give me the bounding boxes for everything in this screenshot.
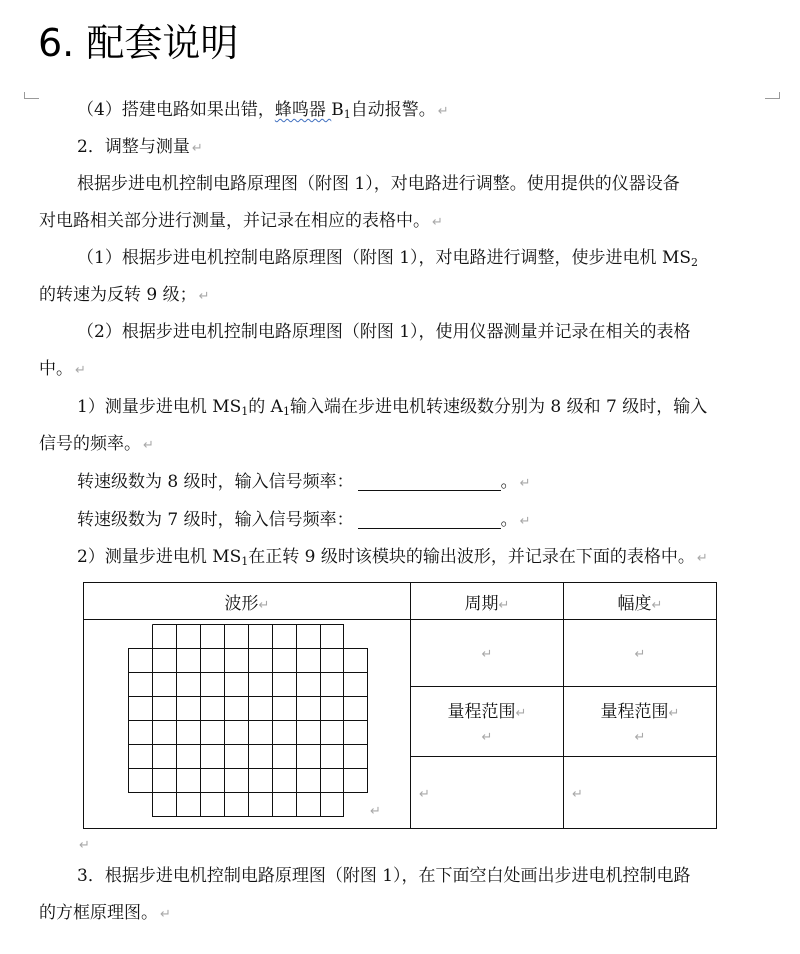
paragraph-alarm: [77, 98, 449, 124]
buzzer-text: 蜂鸣器: [274, 100, 332, 120]
paragraph-mark-icon: ↵: [191, 141, 203, 156]
frequency-8-label: 转速级数为 8 级时，输入信号频率：: [77, 472, 354, 492]
frequency-7-end: 。: [500, 510, 518, 530]
cell-mark-icon: ↵: [515, 706, 527, 721]
measure1-text-2: 信号的频率。: [39, 434, 141, 454]
buzzer-symbol: B: [331, 100, 344, 120]
header-waveform: [84, 583, 411, 620]
paragraph-measure1-line2: [39, 432, 154, 458]
block-diagram-text-2: 的方框原理图。: [39, 903, 158, 923]
cell-mark-icon: ↵: [634, 730, 646, 745]
heading-text: 2．调整与测量: [77, 137, 190, 157]
paragraph-mark-icon: ↵: [432, 215, 443, 230]
header-amplitude-text: 幅度: [617, 593, 652, 614]
measure1-sub1: 1: [241, 405, 249, 418]
paragraph-mark-icon: ↵: [143, 438, 154, 453]
task1-text-2: 的转速为反转 9 级；: [39, 285, 197, 305]
oscilloscope-grid: [84, 620, 410, 828]
waveform-table: [83, 582, 717, 829]
paragraph-mark-icon: ↵: [696, 551, 708, 566]
paragraph-intro-line2: [39, 209, 443, 235]
header-amplitude: [564, 583, 717, 620]
section-heading-adjust-measure: [77, 135, 203, 161]
paragraph-task1-line1: [77, 246, 698, 270]
measure1-sub2: 1: [282, 405, 290, 418]
period-range-label-cell: [411, 687, 564, 757]
paragraph-mark-icon: ↵: [198, 289, 210, 304]
oscilloscope-grid-svg: [84, 620, 410, 828]
cell-mark-icon: ↵: [370, 804, 381, 819]
task2-text: （2）根据步进电机控制电路原理图（附图 1），使用仪器测量并记录在相关的表格: [77, 322, 691, 342]
alarm-prefix-text: （4）搭建电路如果出错，: [77, 100, 275, 120]
cell-mark-icon: ↵: [419, 786, 430, 802]
paragraph-mark-icon: ↵: [75, 363, 86, 378]
frequency-7-line: [77, 508, 531, 534]
period-range-label: 量程范围: [447, 702, 516, 722]
paragraph-task2-line1: [77, 320, 691, 344]
period-value-cell[interactable]: [411, 620, 564, 687]
block-diagram-text-1: 3．根据步进电机控制电路原理图（附图 1），在下面空白处画出步进电机控制电路: [77, 866, 691, 886]
margin-corner-mark-left: [24, 92, 39, 99]
frequency-8-line: [77, 470, 531, 496]
cell-mark-icon: ↵: [481, 730, 493, 745]
task1-subscript: 2: [691, 256, 698, 269]
measure1-text-a: 1）测量步进电机 MS: [77, 397, 242, 417]
paragraph-block-diagram-line1: [77, 864, 691, 888]
paragraph-task2-line2: [39, 357, 86, 383]
amplitude-range-label-cell: [564, 687, 717, 757]
measure2-text-a: 2）测量步进电机 MS: [77, 547, 242, 567]
intro-text-2: 对电路相关部分进行测量，并记录在相应的表格中。: [39, 211, 430, 231]
cell-mark-icon: ↵: [572, 786, 583, 802]
header-period: [411, 583, 564, 620]
task2-text-2: 中。: [39, 359, 73, 379]
alarm-suffix-text: 自动报警。: [350, 100, 436, 120]
page-title: 6. 配套说明: [38, 21, 239, 65]
paragraph-measure2: [77, 545, 708, 571]
frequency-8-blank[interactable]: [358, 472, 501, 491]
header-waveform-text: 波形: [224, 593, 259, 614]
cell-mark-icon: ↵: [498, 597, 510, 613]
period-range-value-cell[interactable]: [411, 757, 564, 829]
paragraph-mark-icon: ↵: [519, 476, 531, 491]
empty-paragraph: [77, 832, 90, 858]
paragraph-mark-icon: ↵: [79, 838, 90, 853]
buzzer-subscript: 1: [343, 108, 351, 121]
margin-corner-mark-right: [765, 92, 780, 99]
frequency-7-blank[interactable]: [358, 510, 501, 529]
measure1-text-b: 的 A: [248, 397, 283, 417]
cell-mark-icon: ↵: [258, 597, 270, 613]
amplitude-range-value-cell[interactable]: [564, 757, 717, 829]
paragraph-intro-line1: [77, 172, 680, 196]
amplitude-range-label: 量程范围: [600, 702, 669, 722]
paragraph-measure1-line1: [77, 395, 707, 419]
cell-mark-icon: ↵: [634, 647, 646, 662]
measure1-text-c: 输入端在步进电机转速级数分别为 8 级和 7 级时，输入: [289, 397, 708, 417]
header-period-text: 周期: [464, 593, 499, 614]
task1-text: （1）根据步进电机控制电路原理图（附图 1），对电路进行调整，使步进电机 MS: [77, 248, 691, 268]
paragraph-mark-icon: ↵: [160, 907, 171, 922]
intro-text-1: 根据步进电机控制电路原理图（附图 1），对电路进行调整。使用提供的仪器设备: [77, 174, 680, 194]
cell-mark-icon: ↵: [668, 706, 680, 721]
cell-mark-icon: ↵: [481, 647, 493, 662]
measure2-text-b: 在正转 9 级时该模块的输出波形，并记录在下面的表格中。: [248, 547, 695, 567]
frequency-7-label: 转速级数为 7 级时，输入信号频率：: [77, 510, 354, 530]
paragraph-mark-icon: ↵: [519, 514, 531, 529]
paragraph-block-diagram-line2: [39, 901, 171, 927]
measure2-sub: 1: [241, 555, 249, 568]
waveform-grid-cell[interactable]: [84, 620, 411, 829]
frequency-8-end: 。: [500, 472, 518, 492]
paragraph-mark-icon: ↵: [437, 104, 449, 119]
paragraph-task1-line2: [39, 283, 210, 309]
amplitude-value-cell[interactable]: [564, 620, 717, 687]
cell-mark-icon: ↵: [651, 597, 663, 613]
